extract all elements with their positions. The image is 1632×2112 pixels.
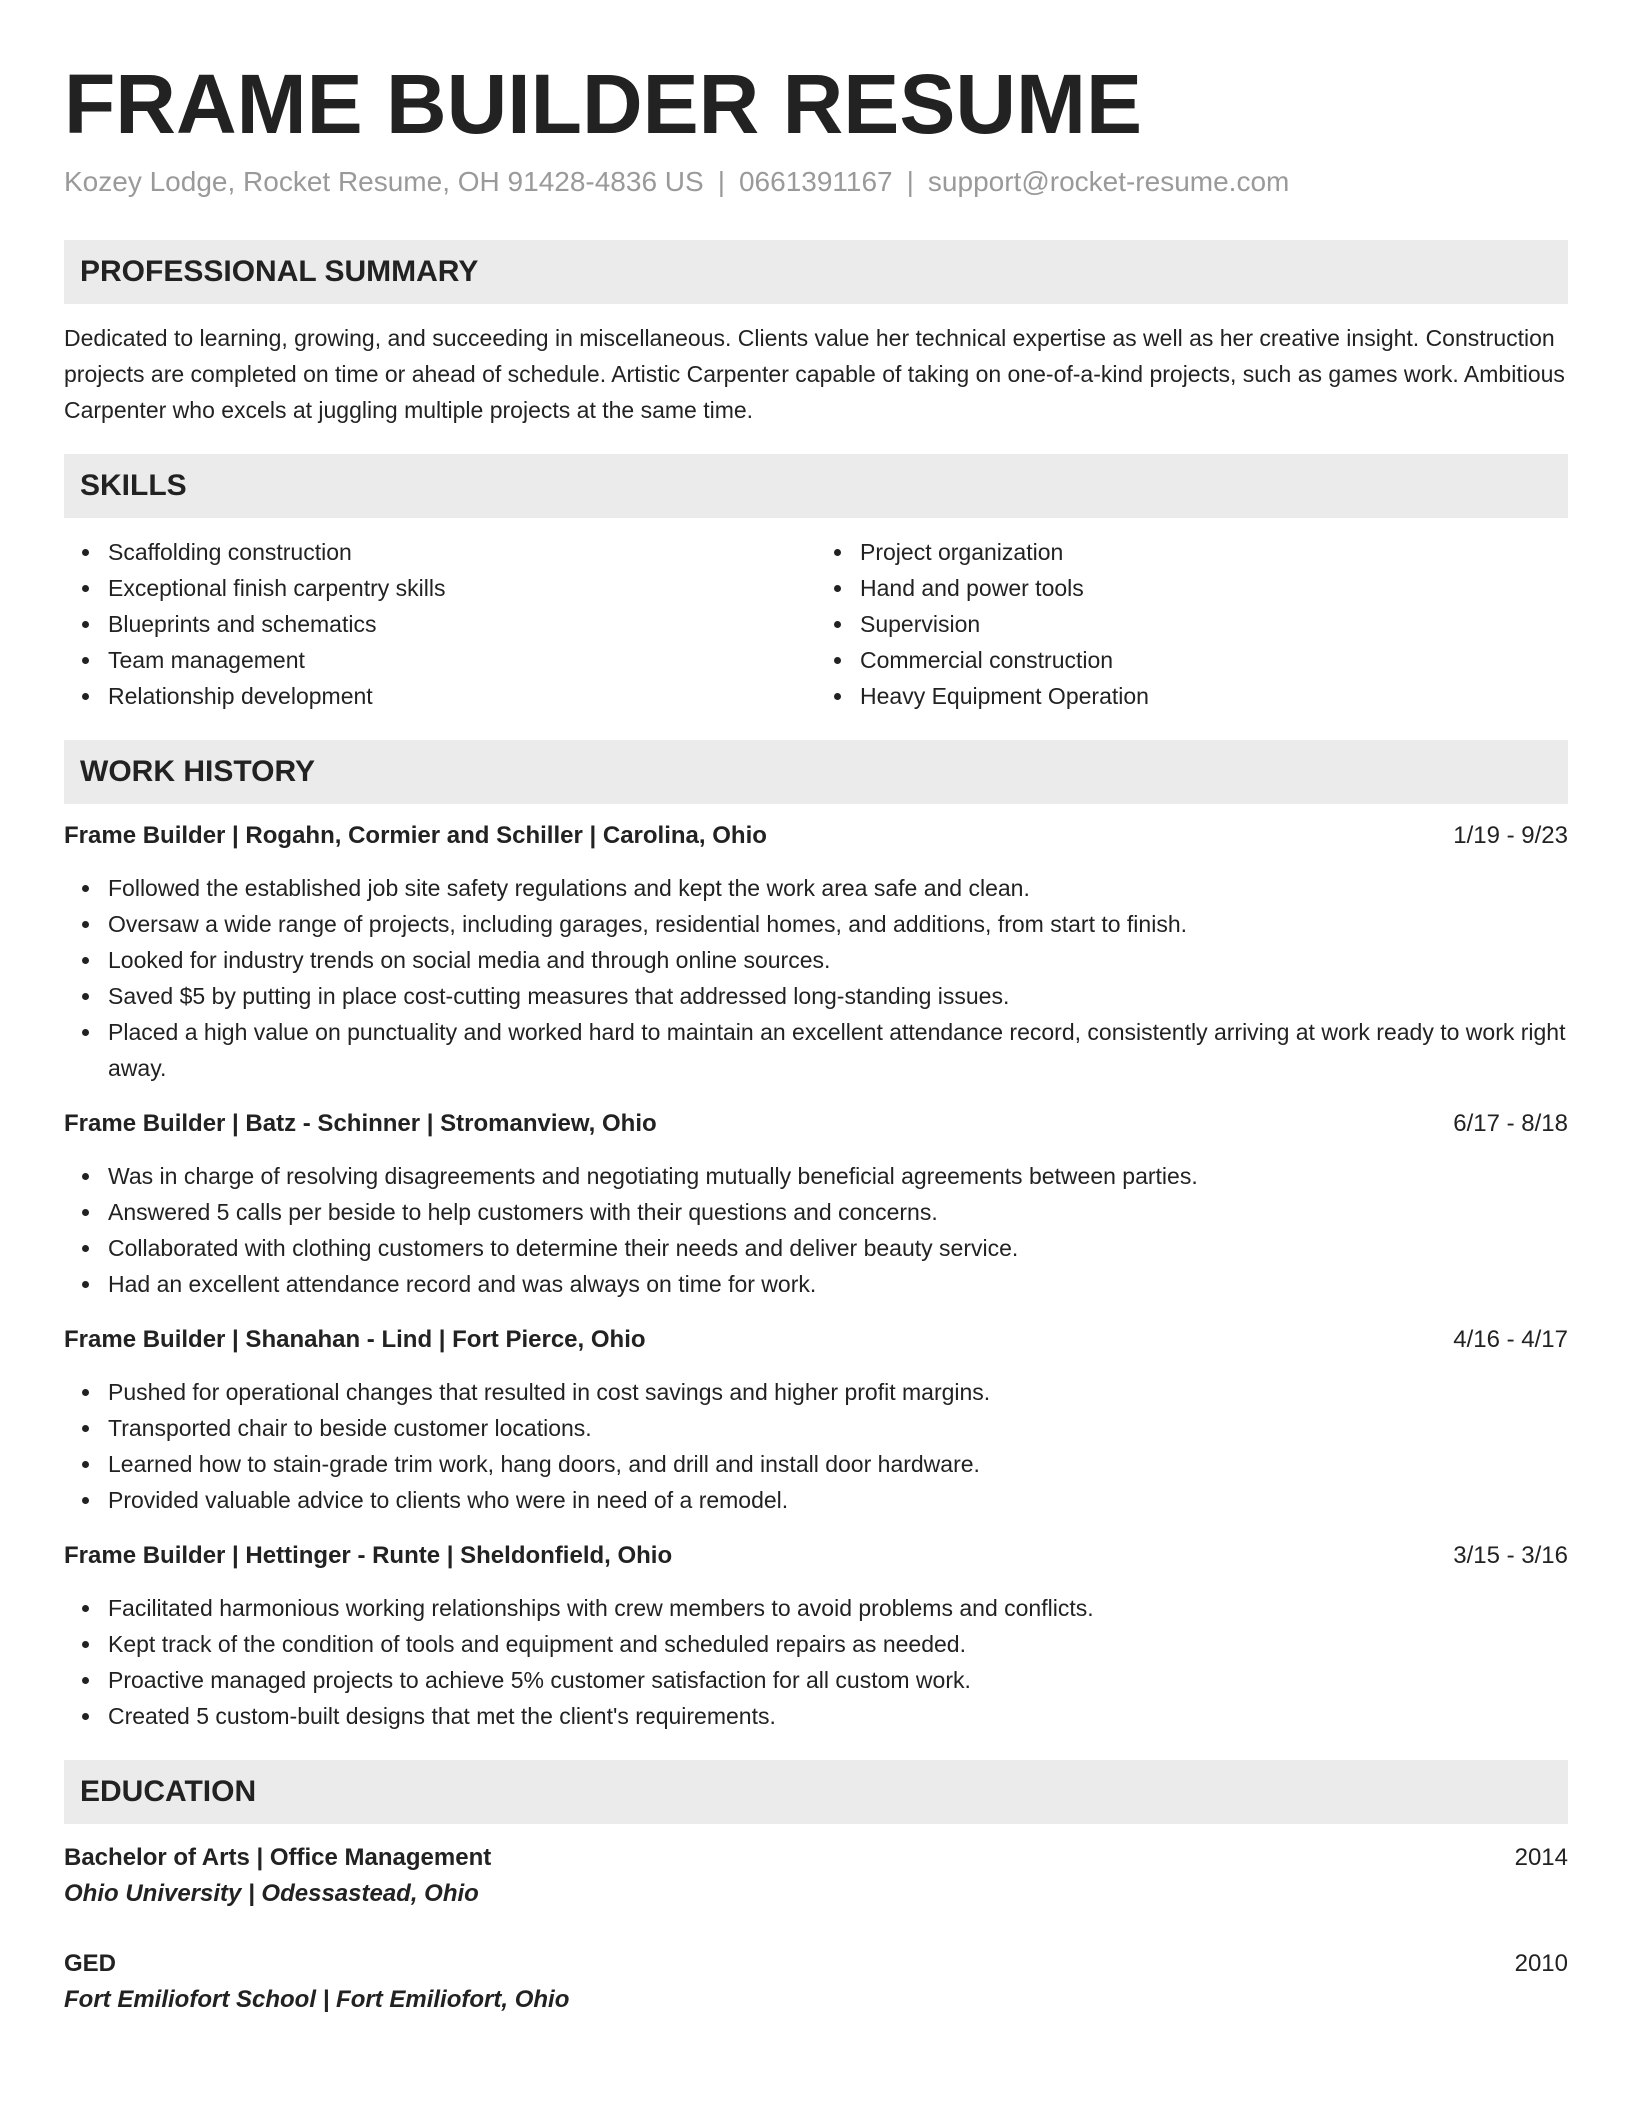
education-entry	[64, 1946, 1568, 2018]
job-bullet: Placed a high value on punctuality and worked hard to maintain an excellent attendance record, consistently arriving at work ready to work right away.	[108, 1014, 1568, 1086]
job-title: Frame Builder | Rogahn, Cormier and Schiller | Carolina, Ohio	[64, 822, 767, 849]
summary-heading: PROFESSIONAL SUMMARY	[64, 240, 1568, 304]
education-header	[64, 1840, 1568, 1876]
job-entry	[64, 818, 1568, 1086]
job-bullet: Saved $5 by putting in place cost-cutting measures that addressed long-standing issues.	[108, 978, 1568, 1014]
skills-column-left	[64, 534, 816, 714]
job-header	[64, 818, 1568, 854]
job-dates: 4/16 - 4/17	[1453, 1326, 1568, 1353]
skill-item: Supervision	[860, 606, 1568, 642]
job-header	[64, 1322, 1568, 1358]
job-bullets	[64, 1590, 1568, 1734]
job-bullet: Followed the established job site safety regulations and kept the work area safe and clean.	[108, 870, 1568, 906]
education-degree: GED	[64, 1950, 117, 1977]
job-bullet: Proactive managed projects to achieve 5% customer satisfaction for all custom work.	[108, 1662, 1568, 1698]
contact-phone: 0661391167	[738, 166, 893, 197]
resume-title: FRAME BUILDER RESUME	[64, 57, 1143, 151]
skills-list	[64, 534, 1568, 714]
contact-line	[64, 164, 1568, 200]
job-bullet: Created 5 custom-built designs that met the client's requirements.	[108, 1698, 1568, 1734]
skill-item: Relationship development	[108, 678, 816, 714]
skill-item: Project organization	[860, 534, 1568, 570]
job-bullet: Was in charge of resolving disagreements and negotiating mutually beneficial agreements between parties.	[108, 1158, 1568, 1194]
job-bullets	[64, 1158, 1568, 1302]
job-title: Frame Builder | Shanahan - Lind | Fort Pierce, Ohio	[64, 1326, 646, 1353]
contact-separator: |	[717, 166, 725, 197]
skill-item: Hand and power tools	[860, 570, 1568, 606]
job-entry	[64, 1106, 1568, 1302]
education-year: 2014	[1514, 1844, 1568, 1871]
skills-section	[64, 454, 1568, 714]
job-title: Frame Builder | Hettinger - Runte | Sheldonfield, Ohio	[64, 1542, 673, 1569]
job-bullet: Had an excellent attendance record and was always on time for work.	[108, 1266, 1568, 1302]
skill-item: Heavy Equipment Operation	[860, 678, 1568, 714]
skill-item: Team management	[108, 642, 816, 678]
education-school: Ohio University | Odessastead, Ohio	[64, 1880, 479, 1907]
job-dates: 3/15 - 3/16	[1453, 1542, 1568, 1569]
education-school: Fort Emiliofort School | Fort Emiliofort, Ohio	[64, 1986, 570, 2013]
contact-address: Kozey Lodge, Rocket Resume, OH 91428-4836 US	[64, 166, 704, 197]
skill-item: Scaffolding construction	[108, 534, 816, 570]
job-bullet: Looked for industry trends on social media and through online sources.	[108, 942, 1568, 978]
job-header	[64, 1538, 1568, 1574]
education-year: 2010	[1514, 1950, 1568, 1977]
summary-text: Dedicated to learning, growing, and succeeding in miscellaneous. Clients value her technical expertise as well as her creative insight. Construction projects are completed on time or ahead of schedule. Artistic Carpenter capable of taking on one-of-a-kind projects, such as games work. Ambitious Carpenter who excels at juggling multiple projects at the same time.	[64, 325, 1565, 423]
summary-section	[64, 240, 1568, 428]
job-dates: 6/17 - 8/18	[1453, 1110, 1568, 1137]
job-title: Frame Builder | Batz - Schinner | Stromanview, Ohio	[64, 1110, 657, 1137]
work-heading: WORK HISTORY	[64, 740, 1568, 804]
job-bullets	[64, 870, 1568, 1086]
contact-separator: |	[906, 166, 914, 197]
education-heading: EDUCATION	[64, 1760, 1568, 1824]
job-bullets	[64, 1374, 1568, 1518]
job-header	[64, 1106, 1568, 1142]
skill-item: Blueprints and schematics	[108, 606, 816, 642]
skills-column-right	[816, 534, 1568, 714]
job-bullet: Kept track of the condition of tools and equipment and scheduled repairs as needed.	[108, 1626, 1568, 1662]
job-bullet: Oversaw a wide range of projects, including garages, residential homes, and additions, from start to finish.	[108, 906, 1568, 942]
job-dates: 1/19 - 9/23	[1453, 822, 1568, 849]
job-bullet: Answered 5 calls per beside to help customers with their questions and concerns.	[108, 1194, 1568, 1230]
job-entry	[64, 1538, 1568, 1734]
job-bullet: Learned how to stain-grade trim work, hang doors, and drill and install door hardware.	[108, 1446, 1568, 1482]
work-section	[64, 740, 1568, 1734]
education-section	[64, 1760, 1568, 2018]
education-degree: Bachelor of Arts | Office Management	[64, 1844, 492, 1871]
job-bullet: Provided valuable advice to clients who were in need of a remodel.	[108, 1482, 1568, 1518]
education-entry	[64, 1840, 1568, 1912]
job-bullet: Facilitated harmonious working relationships with crew members to avoid problems and conflicts.	[108, 1590, 1568, 1626]
job-bullet: Transported chair to beside customer locations.	[108, 1410, 1568, 1446]
job-bullet: Collaborated with clothing customers to determine their needs and deliver beauty service.	[108, 1230, 1568, 1266]
education-header	[64, 1946, 1568, 1982]
skill-item: Exceptional finish carpentry skills	[108, 570, 816, 606]
skill-item: Commercial construction	[860, 642, 1568, 678]
skills-heading: SKILLS	[64, 454, 1568, 518]
contact-email[interactable]: support@rocket-resume.com	[927, 166, 1290, 197]
job-bullet: Pushed for operational changes that resulted in cost savings and higher profit margins.	[108, 1374, 1568, 1410]
job-entry	[64, 1322, 1568, 1518]
